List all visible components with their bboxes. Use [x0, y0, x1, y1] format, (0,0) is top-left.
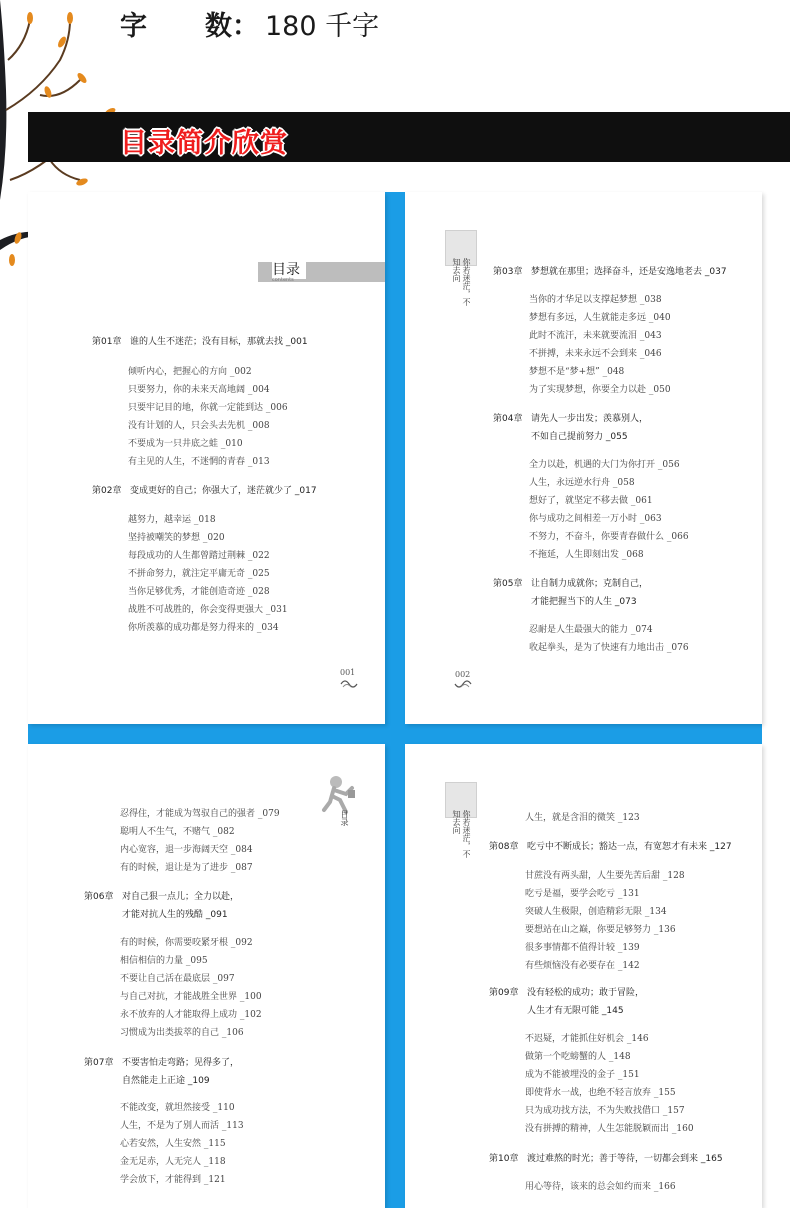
toc-item: 此时不流汗，未来就要流泪 _043 — [529, 331, 662, 341]
chapter-title: 第10章 渡过难熬的时光；善于等待，一切都会到来 _165 — [489, 1154, 723, 1164]
chapter-title: 第05章 让自制力成就你；克制自己， 才能把握当下的人生 _073 — [493, 579, 649, 607]
toc-item: 有的时候，退让是为了进步 _087 — [120, 863, 253, 873]
toc-item: 越努力，越幸运 _018 — [128, 515, 216, 525]
toc-item: 不要让自己活在最底层 _097 — [120, 974, 235, 984]
toc-item: 不能改变，就坦然接受 _110 — [120, 1103, 235, 1113]
toc-page-3 — [28, 744, 385, 1208]
toc-item: 只要牢记目的地，你就一定能到达 _006 — [128, 403, 288, 413]
toc-item: 甘蔗没有两头甜，人生要先苦后甜 _128 — [525, 871, 685, 881]
toc-item: 相信相信的力量 _095 — [120, 956, 208, 966]
toc-item: 全力以赴，机遇的大门为你打开 _056 — [529, 460, 680, 470]
toc-item: 学会放下，才能得到 _121 — [120, 1175, 226, 1185]
chapter-title: 第01章 谁的人生不迷茫；没有目标，那就去找 _001 — [92, 337, 308, 347]
toc-item: 忍耐是人生最强大的能力 _074 — [529, 625, 653, 635]
chapter-title: 第02章 变成更好的自己；你强大了，迷茫就少了 _017 — [92, 486, 317, 496]
toc-item: 金无足赤，人无完人 _118 — [120, 1157, 226, 1167]
toc-item: 有的时候，你需要咬紧牙根 _092 — [120, 938, 253, 948]
toc-item: 当你的才华足以支撑起梦想 _038 — [529, 295, 662, 305]
toc-item: 不拖延，人生即刻出发 _068 — [529, 550, 644, 560]
chapter-title: 第04章 请先人一步出发；羡慕别人， 不如自己提前努力 _055 — [493, 414, 649, 442]
toc-item: 心若安然，人生安然 _115 — [120, 1139, 226, 1149]
toc-item: 人生，就是含泪的微笑 _123 — [525, 813, 640, 823]
toc-item: 不迟疑，才能抓住好机会 _146 — [525, 1034, 649, 1044]
toc-page-2 — [405, 192, 762, 724]
section-banner — [28, 112, 790, 162]
page-number: 002 — [455, 670, 471, 679]
toc-item: 做第一个吃螃蟹的人 _148 — [525, 1052, 631, 1062]
toc-item: 不拼搏，未来永远不会到来 _046 — [529, 349, 662, 359]
toc-item: 与自己对抗，才能战胜全世界 _100 — [120, 992, 262, 1002]
toc-subtitle: contents — [272, 277, 294, 283]
page-number: 001 — [340, 668, 356, 677]
toc-item: 每段成功的人生都曾踏过荆棘 _022 — [128, 551, 270, 561]
toc-item: 只为成功找方法，不为失败找借口 _157 — [525, 1106, 685, 1116]
page-swirl-icon — [453, 678, 473, 690]
toc-item: 内心宽容，退一步海阔天空 _084 — [120, 845, 253, 855]
toc-item: 梦想有多远，人生就能走多远 _040 — [529, 313, 671, 323]
toc-item: 人生，不是为了别人而活 _113 — [120, 1121, 244, 1131]
toc-item: 要想站在山之巅，你要足够努力 _136 — [525, 925, 676, 935]
toc-item: 收起拳头，是为了快速有力地出击 _076 — [529, 643, 689, 653]
toc-item: 不努力，不奋斗，你要青春做什么 _066 — [529, 532, 689, 542]
toc-item: 即使背水一战，也绝不轻言放弃 _155 — [525, 1088, 676, 1098]
toc-item: 没有计划的人，只会头去先机 _008 — [128, 421, 270, 431]
toc-item: 有主见的人生，不迷惘的青春 _013 — [128, 457, 270, 467]
banner-title: 目录简介欣赏 — [120, 128, 288, 159]
word-count-label-2: 数： — [205, 11, 259, 42]
chapter-title: 第08章 吃亏中不断成长；豁达一点，有宽恕才有未来 _127 — [489, 842, 732, 852]
chapter-title: 第03章 梦想就在那里；选择奋斗，还是安逸地老去 _037 — [493, 267, 727, 277]
toc-item: 突破人生极限，创造精彩无限 _134 — [525, 907, 667, 917]
toc-item: 有些烦恼没有必要存在 _142 — [525, 961, 640, 971]
toc-item: 习惯成为出类拔萃的自己 _106 — [120, 1028, 244, 1038]
toc-item: 想好了，就坚定不移去做 _061 — [529, 496, 653, 506]
word-count-label-1: 字 — [120, 11, 147, 42]
toc-item: 永不放弃的人才能取得上成功 _102 — [120, 1010, 262, 1020]
toc-item: 倾听内心，把握心的方向 _002 — [128, 367, 252, 377]
chapter-title: 第06章 对自己狠一点儿；全力以赴， 才能对抗人生的残酷 _091 — [84, 892, 240, 920]
toc-item: 你与成功之间相差一万小时 _063 — [529, 514, 662, 524]
page-swirl-icon — [339, 678, 359, 690]
word-count-value: 180 千字 — [265, 11, 380, 42]
toc-item: 不要成为一只井底之蛙 _010 — [128, 439, 243, 449]
toc-item: 不拼命努力，就注定平庸无奇 _025 — [128, 569, 270, 579]
toc-item: 忍得住，才能成为驾驭自己的强者 _079 — [120, 809, 280, 819]
chapter-title: 第07章 不要害怕走弯路；见得多了， 自然能走上正途 _109 — [84, 1058, 240, 1086]
toc-page-1 — [28, 192, 385, 724]
chapter-title: 第09章 没有轻松的成功；敢于冒险， 人生才有无限可能 _145 — [489, 988, 645, 1016]
toc-item: 梦想不是“梦+想” _048 — [529, 367, 625, 377]
toc-item: 坚持被嘲笑的梦想 _020 — [128, 533, 225, 543]
toc-title: 目录 — [272, 259, 306, 279]
toc-item: 用心等待，该来的总会如约而来 _166 — [525, 1182, 676, 1192]
toc-item: 人生，永远逆水行舟 _058 — [529, 478, 635, 488]
book-spread — [28, 192, 762, 1208]
toc-item: 当你足够优秀，才能创造奇迹 _028 — [128, 587, 270, 597]
toc-item: 你所羡慕的成功都是努力得来的 _034 — [128, 623, 279, 633]
toc-item: 聪明人不生气，不赌气 _082 — [120, 827, 235, 837]
toc-item: 很多事情都不值得计较 _139 — [525, 943, 640, 953]
toc-item: 成为不能被埋没的金子 _151 — [525, 1070, 640, 1080]
toc-item: 没有拼搏的精神，人生怎能脱颖而出 _160 — [525, 1124, 694, 1134]
toc-item: 为了实现梦想，你要全力以赴 _050 — [529, 385, 671, 395]
side-toc-label: 目录 — [340, 810, 349, 826]
toc-header-band — [258, 262, 385, 282]
running-man-icon — [320, 774, 360, 814]
emblem-text: 你若迷茫，不知去向 — [452, 258, 471, 306]
toc-page-4 — [405, 744, 762, 1208]
word-count — [120, 4, 379, 43]
toc-item: 吃亏是福，要学会吃亏 _131 — [525, 889, 640, 899]
emblem-text: 你若迷茫，不知去向 — [452, 810, 471, 858]
toc-item: 只要努力，你的未来天高地阔 _004 — [128, 385, 270, 395]
toc-item: 战胜不可战胜的，你会变得更强大 _031 — [128, 605, 288, 615]
